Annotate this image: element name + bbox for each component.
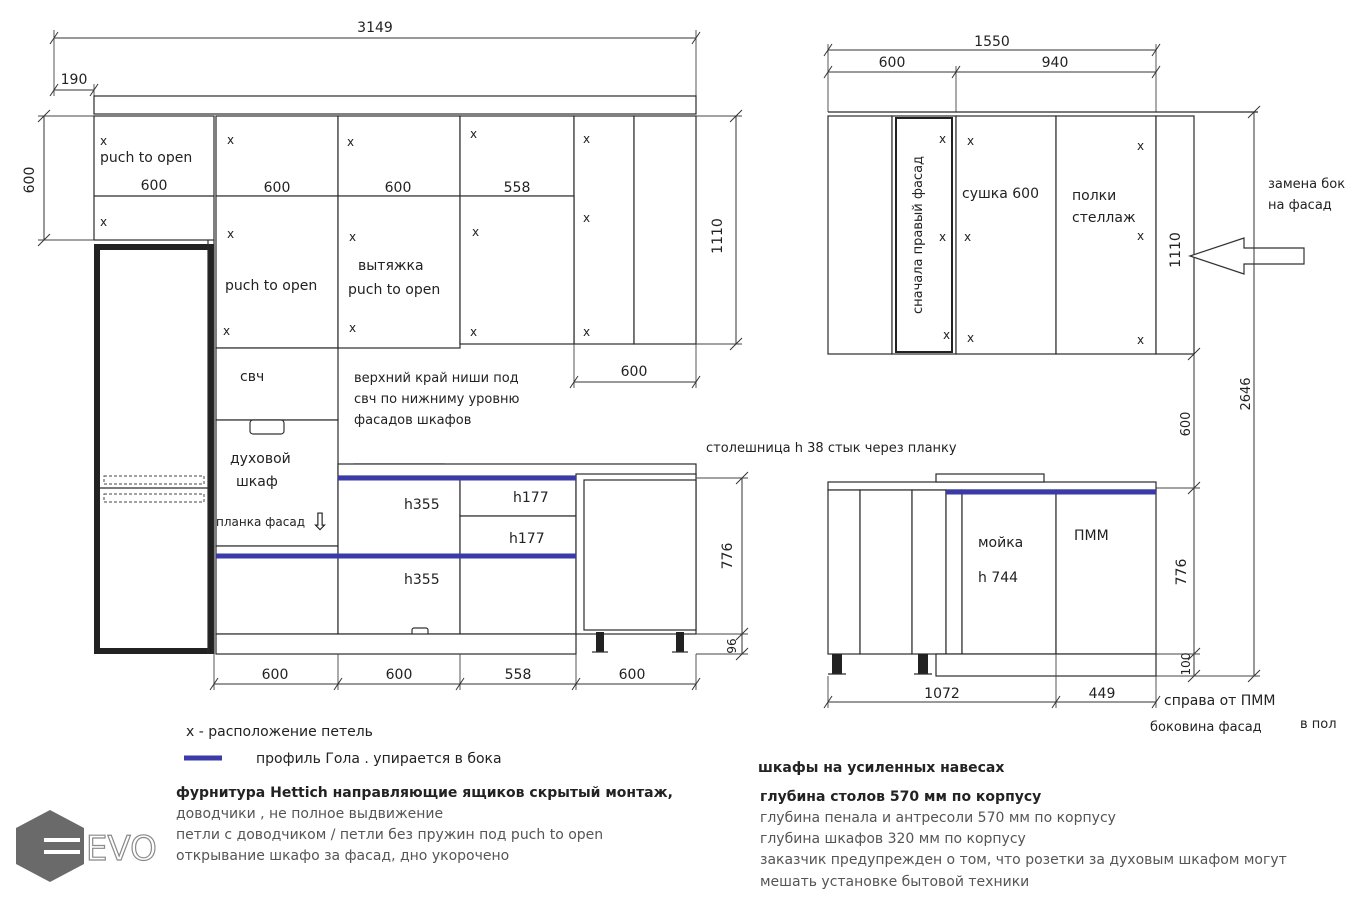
ceiling-beam — [94, 96, 696, 114]
svg-text:x: x — [227, 227, 235, 241]
note-right-5: заказчик предупрежден о том, что розетки за духовым шкафом могут — [760, 852, 1287, 868]
label-niche-1: верхний край ниши под — [354, 371, 519, 386]
dim-right-940: 940 — [1041, 55, 1069, 71]
dim-side-600: 600 — [620, 364, 648, 380]
label-niche-3: фасадов шкафов — [354, 413, 472, 428]
label-replace-1: замена бок — [1268, 177, 1346, 192]
dim-total-width: 3149 — [357, 20, 393, 36]
svg-text:x: x — [347, 135, 355, 149]
label-h355-a: h355 — [404, 497, 440, 513]
dim-top-600a: 600 — [140, 178, 168, 194]
dim-right-gap: 600 — [1179, 411, 1194, 437]
note-right-1: шкафы на усиленных навесах — [758, 760, 1005, 776]
svg-text:x: x — [939, 230, 947, 244]
label-sink-height: h 744 — [978, 570, 1019, 586]
notes-left — [176, 785, 673, 864]
label-right-of-pmm: справа от ПММ — [1164, 693, 1276, 709]
label-oven-1: духовой — [230, 451, 291, 467]
label-oven-2: шкаф — [236, 474, 278, 490]
legend-hinges: x - расположение петель — [186, 724, 373, 740]
dim-right-449: 449 — [1088, 686, 1116, 702]
label-puch-3: puch to open — [348, 282, 441, 298]
label-planka: планка фасад — [216, 515, 305, 529]
dim-base-height: 776 — [720, 542, 736, 570]
leg — [596, 632, 604, 652]
left-elevation — [22, 20, 957, 690]
label-dishwasher: ПММ — [1074, 528, 1109, 544]
svg-text:x: x — [583, 325, 591, 339]
dim-right-plinth: 100 — [1179, 652, 1193, 676]
legend-gola: профиль Гола . упирается в бока — [256, 751, 502, 767]
svg-text:x: x — [583, 132, 591, 146]
label-h177-b: h177 — [509, 531, 545, 547]
label-shelves-2: стеллаж — [1072, 210, 1136, 226]
evo-logo — [16, 810, 157, 882]
leg — [676, 632, 684, 652]
dim-top-558: 558 — [503, 180, 531, 196]
dim-right-base-height: 776 — [1174, 558, 1190, 586]
svg-text:x: x — [583, 211, 591, 225]
dim-plinth: 96 — [725, 638, 739, 654]
dim-upper-right-height: 1110 — [710, 218, 726, 254]
label-puch-1: puch to open — [100, 150, 193, 166]
label-dryer: сушка 600 — [962, 186, 1039, 202]
label-microwave: свч — [240, 369, 265, 385]
legend — [184, 724, 502, 767]
dim-right-upper-height: 1110 — [1168, 232, 1184, 268]
logo-text: EVO — [86, 829, 157, 869]
svg-text:x: x — [223, 324, 231, 338]
label-hood: вытяжка — [358, 258, 424, 274]
svg-text:x: x — [349, 230, 357, 244]
dim-right-1072: 1072 — [924, 686, 960, 702]
note-right-3: глубина пенала и антресоли 570 мм по корпусу — [760, 810, 1116, 826]
dim-top-600b: 600 — [263, 180, 291, 196]
label-sink: мойка — [978, 535, 1024, 551]
leg — [918, 654, 928, 674]
svg-text:x: x — [967, 331, 975, 345]
label-to-floor: в пол — [1300, 717, 1337, 732]
dim-bottom-600c: 600 — [618, 667, 646, 683]
svg-text:x: x — [349, 321, 357, 335]
label-puch-2: puch to open — [225, 278, 318, 294]
svg-text:x: x — [472, 225, 480, 239]
note-right-6: мешать установке бытовой техники — [760, 874, 1030, 890]
dim-bottom-558: 558 — [504, 667, 532, 683]
label-replace-2: на фасад — [1268, 198, 1332, 213]
note-left-3: петли с доводчиком / петли без пружин под puch to open — [176, 827, 604, 843]
label-shelves-1: полки — [1072, 188, 1117, 204]
label-side-facade: боковина фасад — [1150, 720, 1262, 735]
svg-text:x: x — [100, 134, 108, 148]
svg-text:x: x — [227, 133, 235, 147]
svg-text:x: x — [943, 328, 951, 342]
svg-text:x: x — [470, 325, 478, 339]
svg-text:x: x — [939, 132, 947, 146]
notes-right — [758, 760, 1287, 890]
label-right-facade-first: сначала правый фасад — [911, 155, 926, 315]
label-worktop: столешница h 38 стык через планку — [706, 441, 957, 456]
microwave-niche — [216, 348, 338, 420]
dim-upper-height: 600 — [22, 166, 38, 194]
svg-text:x: x — [470, 127, 478, 141]
svg-text:x: x — [1137, 229, 1145, 243]
upper-height-dim — [38, 110, 94, 246]
label-h355-b: h355 — [404, 572, 440, 588]
note-right-4: глубина шкафов 320 мм по корпусу — [760, 831, 1026, 847]
oven-handle — [250, 420, 284, 434]
svg-text:x: x — [1137, 333, 1145, 347]
dim-offset: 190 — [60, 72, 88, 88]
label-h177-a: h177 — [513, 490, 549, 506]
dim-right-total: 1550 — [974, 34, 1010, 50]
svg-text:x: x — [964, 230, 972, 244]
svg-text:x: x — [100, 215, 108, 229]
note-left-1: фурнитура Hettich направляющие ящиков скрытый монтаж, — [176, 785, 673, 801]
note-left-2: доводчики , не полное выдвижение — [176, 806, 444, 822]
dim-top-600c: 600 — [384, 180, 412, 196]
dim-bottom-600a: 600 — [261, 667, 289, 683]
right-top-dimensions — [824, 44, 1160, 112]
svg-text:x: x — [967, 134, 975, 148]
arrow-left-icon — [1190, 238, 1304, 274]
note-right-2: глубина столов 570 мм по корпусу — [760, 789, 1042, 805]
note-left-4: открывание шкафо за фасад, дно укорочено — [176, 848, 510, 864]
dim-bottom-600b: 600 — [385, 667, 413, 683]
down-arrow-icon: ⇩ — [310, 508, 331, 536]
dim-right-600: 600 — [878, 55, 906, 71]
dim-right-total-height: 2646 — [1239, 377, 1254, 411]
label-niche-2: свч по нижниму уровню — [354, 392, 520, 407]
svg-text:x: x — [1137, 139, 1145, 153]
right-elevation — [824, 34, 1345, 735]
leg — [832, 654, 842, 674]
